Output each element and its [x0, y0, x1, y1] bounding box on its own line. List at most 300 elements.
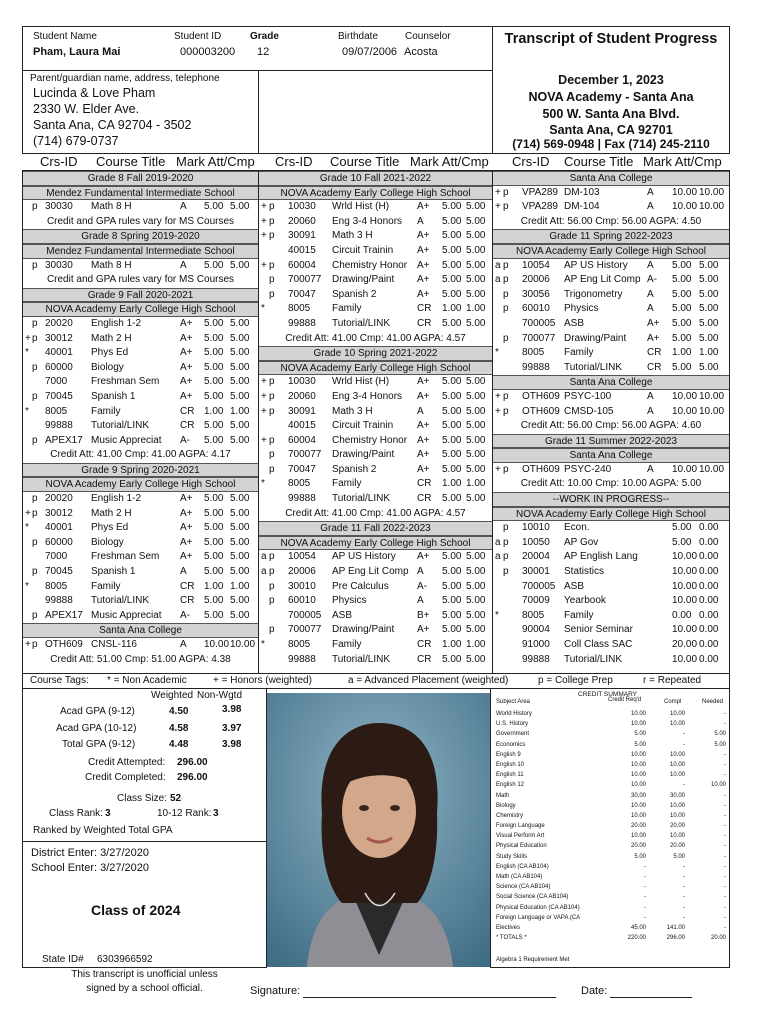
- credit-note: Credit Att: 41.00 Cmp: 41.00 AGPA: 4.17: [50, 449, 231, 461]
- course-row: [259, 273, 492, 288]
- course-completed: 5.00: [466, 566, 486, 578]
- unofficial-note-1: This transcript is unofficial unless: [71, 969, 218, 980]
- course-id: APEX17: [45, 434, 83, 446]
- course-title: Phys Ed: [91, 522, 129, 534]
- course-mark: A+: [417, 274, 430, 286]
- summary-required: 10.00: [630, 802, 646, 809]
- course-prep: p: [503, 405, 509, 417]
- section-header: Grade 8 Spring 2019-2020: [23, 229, 258, 244]
- course-completed: 5.00: [699, 303, 719, 315]
- course-row: [23, 346, 258, 361]
- course-attempted: 5.00: [442, 624, 462, 636]
- summary-row: [496, 811, 726, 821]
- course-mark: A+: [417, 624, 430, 636]
- course-attempted: 5.00: [442, 259, 462, 271]
- course-completed: 10.00: [699, 405, 725, 417]
- summary-subject: Visual Perform Art: [496, 833, 545, 840]
- course-mark: A: [417, 405, 424, 417]
- course-attempted: 5.00: [672, 522, 692, 534]
- course-title: Circuit Trainin: [332, 420, 394, 432]
- summary-needed: 10.00: [710, 782, 726, 789]
- course-title: Drawing/Paint: [332, 449, 395, 461]
- summary-row: [496, 791, 726, 801]
- course-title: Freshman Sem: [91, 551, 160, 563]
- course-title: Math 2 H: [91, 332, 132, 344]
- course-mark: A-: [180, 434, 190, 446]
- course-id: 7000: [45, 376, 68, 388]
- course-flag: +: [495, 463, 501, 475]
- course-row: [259, 215, 492, 230]
- course-prep: p: [32, 332, 38, 344]
- student-name: Pham, Laura Mai: [33, 46, 121, 58]
- summary-row: [496, 862, 726, 872]
- course-mark: A: [647, 186, 654, 198]
- course-row: [493, 550, 729, 565]
- course-attempted: 5.00: [204, 376, 224, 388]
- course-mark: A+: [180, 361, 193, 373]
- gpa-total-weighted: 4.48: [169, 739, 189, 750]
- course-completed: 0.00: [699, 551, 719, 563]
- course-flag: +: [25, 332, 31, 344]
- course-row: [259, 390, 492, 405]
- course-id: 70045: [45, 390, 73, 402]
- course-id: 7000: [45, 551, 68, 563]
- course-id: 90004: [522, 624, 550, 636]
- transcript-date: December 1, 2023: [558, 73, 664, 87]
- course-completed: 10.00: [699, 390, 725, 402]
- summary-needed: -: [724, 904, 726, 911]
- course-title: Drawing/Paint: [332, 274, 395, 286]
- section-header: NOVA Academy Early College High School: [493, 244, 729, 259]
- course-attempted: 5.00: [442, 551, 462, 563]
- course-completed: 5.00: [230, 376, 250, 388]
- course-completed: 5.00: [699, 361, 719, 373]
- course-flag: a: [495, 274, 501, 286]
- summary-row: [496, 801, 726, 811]
- course-row: [259, 419, 492, 434]
- course-row: [23, 492, 258, 507]
- summary-required: -: [644, 874, 646, 880]
- course-id: 70047: [288, 288, 316, 300]
- course-attempted: 5.00: [442, 595, 462, 607]
- section-header: NOVA Academy Early College High School: [23, 302, 258, 317]
- course-attempted: 5.00: [204, 347, 224, 359]
- section-header: NOVA Academy Early College High School: [259, 186, 492, 201]
- course-prep: p: [32, 259, 38, 271]
- course-attempted: 1.00: [442, 639, 462, 650]
- course-id: 99888: [45, 420, 73, 432]
- course-title: Spanish 2: [332, 463, 377, 475]
- course-flag: +: [495, 201, 501, 213]
- course-row: [23, 419, 258, 434]
- course-row: [259, 302, 492, 317]
- course-row: [23, 521, 258, 536]
- course-attempted: 5.00: [204, 536, 224, 548]
- course-row: [259, 609, 492, 624]
- course-mark: A+: [180, 522, 193, 534]
- course-row: [23, 200, 258, 215]
- course-flag: a: [495, 259, 501, 271]
- course-mark: A: [647, 259, 654, 271]
- course-mark: A: [180, 259, 187, 271]
- gpa-acad-9-12-label: Acad GPA (9-12): [60, 706, 135, 717]
- course-row: [23, 507, 258, 522]
- course-title: AP Eng Lit Comp: [332, 566, 409, 578]
- course-prep: p: [32, 566, 38, 578]
- student-grade: 12: [257, 46, 270, 58]
- course-mark: A+: [647, 317, 660, 329]
- course-completed: 5.00: [230, 536, 250, 548]
- student-photo: [267, 693, 490, 967]
- course-id: 700005: [522, 580, 556, 592]
- summary-subject: English 12: [496, 782, 525, 789]
- course-mark: A-: [417, 580, 427, 592]
- summary-required: -: [644, 863, 646, 870]
- class-of: Class of 2024: [91, 902, 181, 918]
- course-mark: A+: [417, 434, 430, 446]
- course-row: [259, 477, 492, 492]
- course-title: Biology: [91, 361, 124, 373]
- section-header: Grade 11 Spring 2022-2023: [493, 229, 729, 244]
- course-id: 8005: [45, 580, 68, 592]
- course-attempted: 5.00: [672, 332, 692, 344]
- summary-subject: Chemistry: [496, 812, 524, 819]
- summary-completed: 141.00: [666, 924, 685, 931]
- course-id: 40015: [288, 420, 316, 432]
- course-attempted: 10.00: [672, 551, 698, 563]
- course-id: 30010: [288, 580, 316, 592]
- course-id: 99888: [522, 653, 550, 665]
- course-attempted: 10.00: [672, 653, 698, 665]
- col1-crs-header: Crs-ID: [40, 154, 78, 169]
- student-id-label: Student ID: [174, 31, 222, 42]
- course-title: Tutorial/LINK: [91, 595, 149, 607]
- course-completed: 5.00: [230, 332, 250, 344]
- course-id: OTH609: [522, 463, 560, 475]
- rank-10-12: 3: [213, 808, 219, 819]
- summary-row: [496, 923, 726, 933]
- course-id: 30012: [45, 332, 73, 344]
- course-attempted: 10.00: [672, 463, 698, 475]
- credit-note: Credit Att: 56.00 Cmp: 56.00 AGPA: 4.50: [520, 215, 702, 227]
- parent-name: Lucinda & Love Pham: [33, 86, 156, 100]
- rank-10-12-label: 10-12 Rank:: [157, 808, 212, 819]
- summary-required: 10.00: [630, 711, 646, 717]
- signature-line[interactable]: [303, 997, 556, 998]
- course-column-1: [22, 170, 259, 674]
- summary-required: -: [644, 904, 646, 911]
- course-mark: A: [647, 303, 654, 315]
- course-completed: 10.00: [230, 639, 256, 650]
- course-flag: +: [261, 405, 267, 417]
- summary-required: 5.00: [634, 731, 646, 738]
- col3-crs-header: Crs-ID: [512, 154, 550, 169]
- course-title: Spanish 1: [91, 390, 136, 402]
- course-completed: 5.00: [466, 259, 486, 271]
- course-completed: 1.00: [230, 405, 250, 417]
- course-title: Physics: [564, 303, 599, 315]
- course-flag: +: [261, 259, 267, 271]
- course-completed: 0.00: [699, 624, 719, 636]
- course-completed: 0.00: [699, 536, 719, 548]
- student-counselor: Acosta: [404, 46, 438, 58]
- course-completed: 5.00: [466, 463, 486, 475]
- summary-completed: 20.00: [669, 823, 685, 830]
- course-title: Econ.: [564, 522, 590, 534]
- course-id: 60004: [288, 259, 316, 271]
- course-completed: 1.00: [466, 639, 486, 650]
- course-title: Family: [332, 478, 362, 490]
- col2-mark-header: Mark Att/Cmp: [410, 154, 489, 169]
- course-title: Math 8 H: [91, 201, 132, 213]
- course-id: 8005: [288, 478, 311, 490]
- summary-subject: Government: [496, 731, 530, 738]
- course-completed: 5.00: [466, 493, 486, 505]
- district-enter: District Enter: 3/27/2020: [31, 847, 150, 859]
- course-row: [23, 638, 258, 653]
- col1-mark-header: Mark Att/Cmp: [176, 154, 255, 169]
- course-completed: 5.00: [230, 566, 250, 578]
- gpa-acad-10-12-weighted: 4.58: [169, 723, 189, 734]
- tag-ap: a = Advanced Placement (weighted): [348, 675, 509, 686]
- course-completed: 5.00: [230, 434, 250, 446]
- course-row: [493, 521, 729, 536]
- course-completed: 5.00: [466, 230, 486, 242]
- course-id: 70047: [288, 463, 316, 475]
- course-mark: A: [180, 566, 187, 578]
- summary-needed: -: [724, 772, 726, 779]
- tag-honors: + = Honors (weighted): [213, 675, 312, 686]
- course-prep: p: [32, 493, 38, 505]
- course-completed: 10.00: [699, 463, 725, 475]
- course-prep: p: [32, 361, 38, 373]
- course-attempted: 5.00: [442, 580, 462, 592]
- course-row: [23, 580, 258, 595]
- course-row: [23, 434, 258, 449]
- course-completed: 5.00: [466, 595, 486, 607]
- course-completed: 5.00: [230, 522, 250, 534]
- course-title: CNSL-116: [91, 639, 137, 650]
- course-attempted: 1.00: [204, 580, 224, 592]
- signature-label: Signature:: [250, 985, 301, 997]
- summary-completed: -: [683, 904, 685, 911]
- course-row: [23, 536, 258, 551]
- state-id-label: State ID#: [42, 954, 84, 965]
- course-mark: A+: [180, 493, 193, 505]
- transcript-title: Transcript of Student Progress: [504, 31, 718, 47]
- course-mark: A: [417, 595, 424, 607]
- summary-subject: Electives: [496, 924, 521, 931]
- gpa-total-label: Total GPA (9-12): [62, 739, 136, 750]
- course-prep: p: [32, 507, 38, 519]
- course-attempted: 5.00: [672, 361, 692, 373]
- summary-row: [496, 852, 726, 862]
- course-id: 10050: [522, 536, 550, 548]
- course-attempted: 1.00: [672, 347, 692, 359]
- summary-row: [496, 719, 726, 729]
- section-header: Santa Ana College: [493, 375, 729, 390]
- course-id: 700077: [288, 624, 322, 636]
- course-mark: A+: [180, 551, 193, 563]
- date-line[interactable]: [610, 997, 692, 998]
- course-completed: 5.00: [466, 653, 486, 665]
- credit-note: Credit Att: 56.00 Cmp: 56.00 AGPA: 4.60: [520, 420, 702, 432]
- course-title: ASB: [564, 317, 585, 329]
- course-title: AP US History: [332, 551, 396, 563]
- summary-completed: -: [683, 874, 685, 880]
- summary-subject: English 9: [496, 751, 521, 758]
- course-mark: A+: [180, 507, 193, 519]
- summary-needed: -: [724, 894, 726, 901]
- course-flag: a: [495, 536, 501, 548]
- algebra-requirement: Algebra 1 Requirement Met: [496, 957, 570, 963]
- course-flag: +: [25, 507, 31, 519]
- course-title: AP English Lang: [564, 551, 638, 563]
- course-row: [493, 346, 729, 361]
- course-mark: CR: [417, 303, 432, 315]
- course-prep: p: [503, 186, 509, 198]
- course-flag: *: [25, 580, 29, 592]
- course-row: [259, 229, 492, 244]
- course-row: [259, 317, 492, 332]
- summary-completed: 10.00: [669, 721, 685, 728]
- summary-row: [496, 882, 726, 892]
- course-id: APEX17: [45, 609, 83, 621]
- course-title: Tutorial/LINK: [332, 493, 390, 505]
- course-attempted: 10.00: [672, 580, 698, 592]
- course-title: Trigonometry: [564, 288, 623, 300]
- nonwgtd-header: Non-Wgtd: [197, 690, 243, 701]
- summary-subject: World History: [496, 711, 532, 717]
- course-row: [23, 361, 258, 376]
- course-row: [23, 317, 258, 332]
- summary-required: 220.00: [627, 935, 646, 942]
- summary-subject: Physical Education: [496, 843, 547, 850]
- summary-needed: -: [724, 751, 726, 758]
- course-flag: +: [495, 186, 501, 198]
- section-header: Grade 9 Fall 2020-2021: [23, 288, 258, 303]
- course-title: Eng 3-4 Honors: [332, 390, 403, 402]
- summary-row: [496, 709, 726, 719]
- section-header: Grade 8 Fall 2019-2020: [23, 171, 258, 186]
- course-flag: +: [25, 639, 31, 650]
- course-mark: CR: [180, 405, 195, 417]
- section-header: Santa Ana College: [23, 623, 258, 638]
- class-rank-label: Class Rank:: [49, 808, 103, 819]
- course-title: Math 3 H: [332, 405, 373, 417]
- parent-city: Santa Ana, CA 92704 - 3502: [33, 118, 192, 132]
- summary-needed: -: [724, 884, 726, 891]
- credit-summary-table: [496, 709, 726, 943]
- course-flag: *: [261, 478, 265, 490]
- course-completed: 5.00: [466, 624, 486, 636]
- course-id: 60004: [288, 434, 316, 446]
- summary-subject: Science (CA AB104): [496, 884, 551, 891]
- course-attempted: 5.00: [442, 244, 462, 256]
- summary-required: 10.00: [630, 772, 646, 779]
- course-title: ASB: [332, 609, 353, 621]
- course-attempted: 5.00: [442, 653, 462, 665]
- summary-row: [496, 780, 726, 790]
- course-attempted: 5.00: [204, 390, 224, 402]
- summary-compl-header: Compl: [664, 699, 682, 705]
- summary-needed: -: [724, 823, 726, 830]
- course-prep: p: [269, 463, 275, 475]
- course-title: Spanish 1: [91, 566, 136, 578]
- section-header: Santa Ana College: [493, 448, 729, 463]
- course-row: [493, 580, 729, 595]
- course-attempted: 5.00: [442, 434, 462, 446]
- summary-subject: Economics: [496, 741, 526, 748]
- tag-repeated: r = Repeated: [643, 675, 702, 686]
- course-title: CMSD-105: [564, 405, 614, 417]
- course-id: 30001: [522, 566, 550, 578]
- course-row: [493, 594, 729, 609]
- col2-title-header: Course Title: [330, 154, 400, 169]
- course-row: [493, 405, 729, 420]
- course-attempted: 5.00: [442, 201, 462, 213]
- summary-required: 30.00: [630, 792, 646, 799]
- course-flag: +: [495, 405, 501, 417]
- summary-completed: -: [683, 863, 685, 870]
- course-mark: B+: [417, 609, 430, 621]
- section-header: Mendez Fundamental Intermediate School: [23, 186, 258, 201]
- course-attempted: 5.00: [442, 390, 462, 402]
- course-attempted: 10.00: [672, 566, 698, 578]
- course-title: PSYC-100: [564, 390, 612, 402]
- student-id: 000003200: [180, 46, 236, 58]
- course-completed: 1.00: [466, 478, 486, 490]
- course-row: [493, 638, 729, 653]
- course-title: English 1-2: [91, 493, 142, 505]
- section-header: Grade 10 Fall 2021-2022: [259, 171, 492, 186]
- course-title: Drawing/Paint: [332, 624, 395, 636]
- summary-subject: Social Science (CA AB104): [496, 894, 569, 901]
- course-prep: p: [503, 390, 509, 402]
- course-row: [259, 288, 492, 303]
- gpa-total-nonwgtd: 3.98: [222, 739, 242, 750]
- summary-subject: English (CA AB104): [496, 863, 549, 870]
- course-mark: A+: [180, 376, 193, 388]
- col3-title-header: Course Title: [564, 154, 634, 169]
- course-title: Tutorial/LINK: [564, 361, 622, 373]
- course-row: [23, 594, 258, 609]
- weighted-header: Weighted: [151, 690, 194, 701]
- course-id: 30091: [288, 405, 316, 417]
- course-row: [493, 609, 729, 624]
- course-column-2: [258, 170, 493, 674]
- course-attempted: 5.00: [672, 288, 692, 300]
- course-row: [493, 623, 729, 638]
- course-attempted: 5.00: [204, 595, 224, 607]
- summary-required: -: [644, 884, 646, 891]
- course-attempted: 5.00: [204, 522, 224, 534]
- section-header: NOVA Academy Early College High School: [493, 507, 729, 522]
- course-row: [23, 332, 258, 347]
- summary-required: 5.00: [634, 853, 646, 860]
- course-row: [259, 594, 492, 609]
- course-title: AP Eng Lit Comp: [564, 274, 641, 286]
- course-title: PSYC-240: [564, 463, 612, 475]
- course-row: [493, 332, 729, 347]
- course-id: 8005: [288, 303, 311, 315]
- summary-row: [496, 740, 726, 750]
- course-prep: p: [32, 390, 38, 402]
- course-title: Freshman Sem: [91, 376, 160, 388]
- course-title: Music Appreciat: [91, 434, 162, 446]
- course-mark: A+: [417, 259, 430, 271]
- tags-label: Course Tags:: [30, 675, 89, 686]
